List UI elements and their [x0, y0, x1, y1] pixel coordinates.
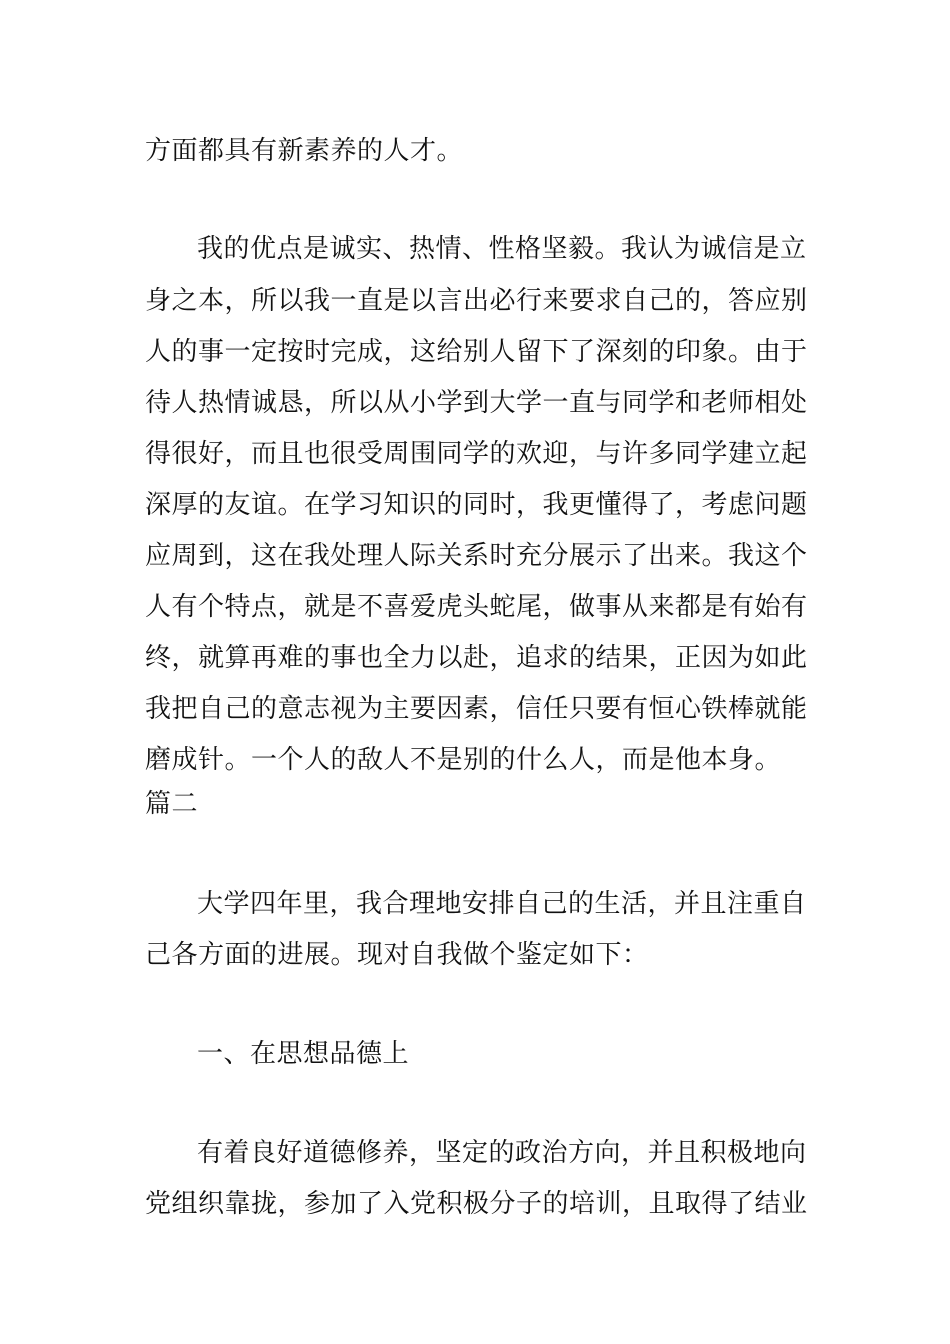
text-line: 终，就算再难的事也全力以赴，追求的结果，正因为如此 — [145, 643, 808, 673]
paragraph-start-line: 有着良好道德修养，坚定的政治方向，并且积极地向 — [197, 1138, 807, 1168]
text-line: 应周到，这在我处理人际关系时充分展示了出来。我这个 — [145, 541, 808, 571]
text-line: 待人热情诚恳，所以从小学到大学一直与同学和老师相处 — [145, 388, 808, 418]
text-line: 人的事一定按时完成，这给别人留下了深刻的印象。由于 — [145, 337, 808, 367]
paragraph-start-line: 我的优点是诚实、热情、性格坚毅。我认为诚信是立 — [197, 234, 807, 264]
paragraph-start-line: 大学四年里，我合理地安排自己的生活，并且注重自 — [197, 889, 807, 919]
text-line: 身之本，所以我一直是以言出必行来要求自己的，答应别 — [145, 286, 808, 316]
text-line: 磨成针。一个人的敌人不是别的什么人，而是他本身。 — [145, 745, 782, 775]
text-line: 深厚的友谊。在学习知识的同时，我更懂得了，考虑问题 — [145, 490, 808, 520]
text-line: 己各方面的进展。现对自我做个鉴定如下： — [145, 940, 649, 970]
text-line: 方面都具有新素养的人才。 — [145, 136, 464, 166]
text-line: 得很好，而且也很受周围同学的欢迎，与许多同学建立起 — [145, 439, 808, 469]
section-heading: 篇二 — [145, 789, 199, 819]
subsection-heading: 一、在思想品德上 — [197, 1039, 410, 1069]
text-line: 我把自己的意志视为主要因素，信任只要有恒心铁棒就能 — [145, 694, 808, 724]
text-line: 党组织靠拢，参加了入党积极分子的培训，且取得了结业 — [145, 1189, 808, 1219]
text-line: 人有个特点，就是不喜爱虎头蛇尾，做事从来都是有始有 — [145, 592, 808, 622]
